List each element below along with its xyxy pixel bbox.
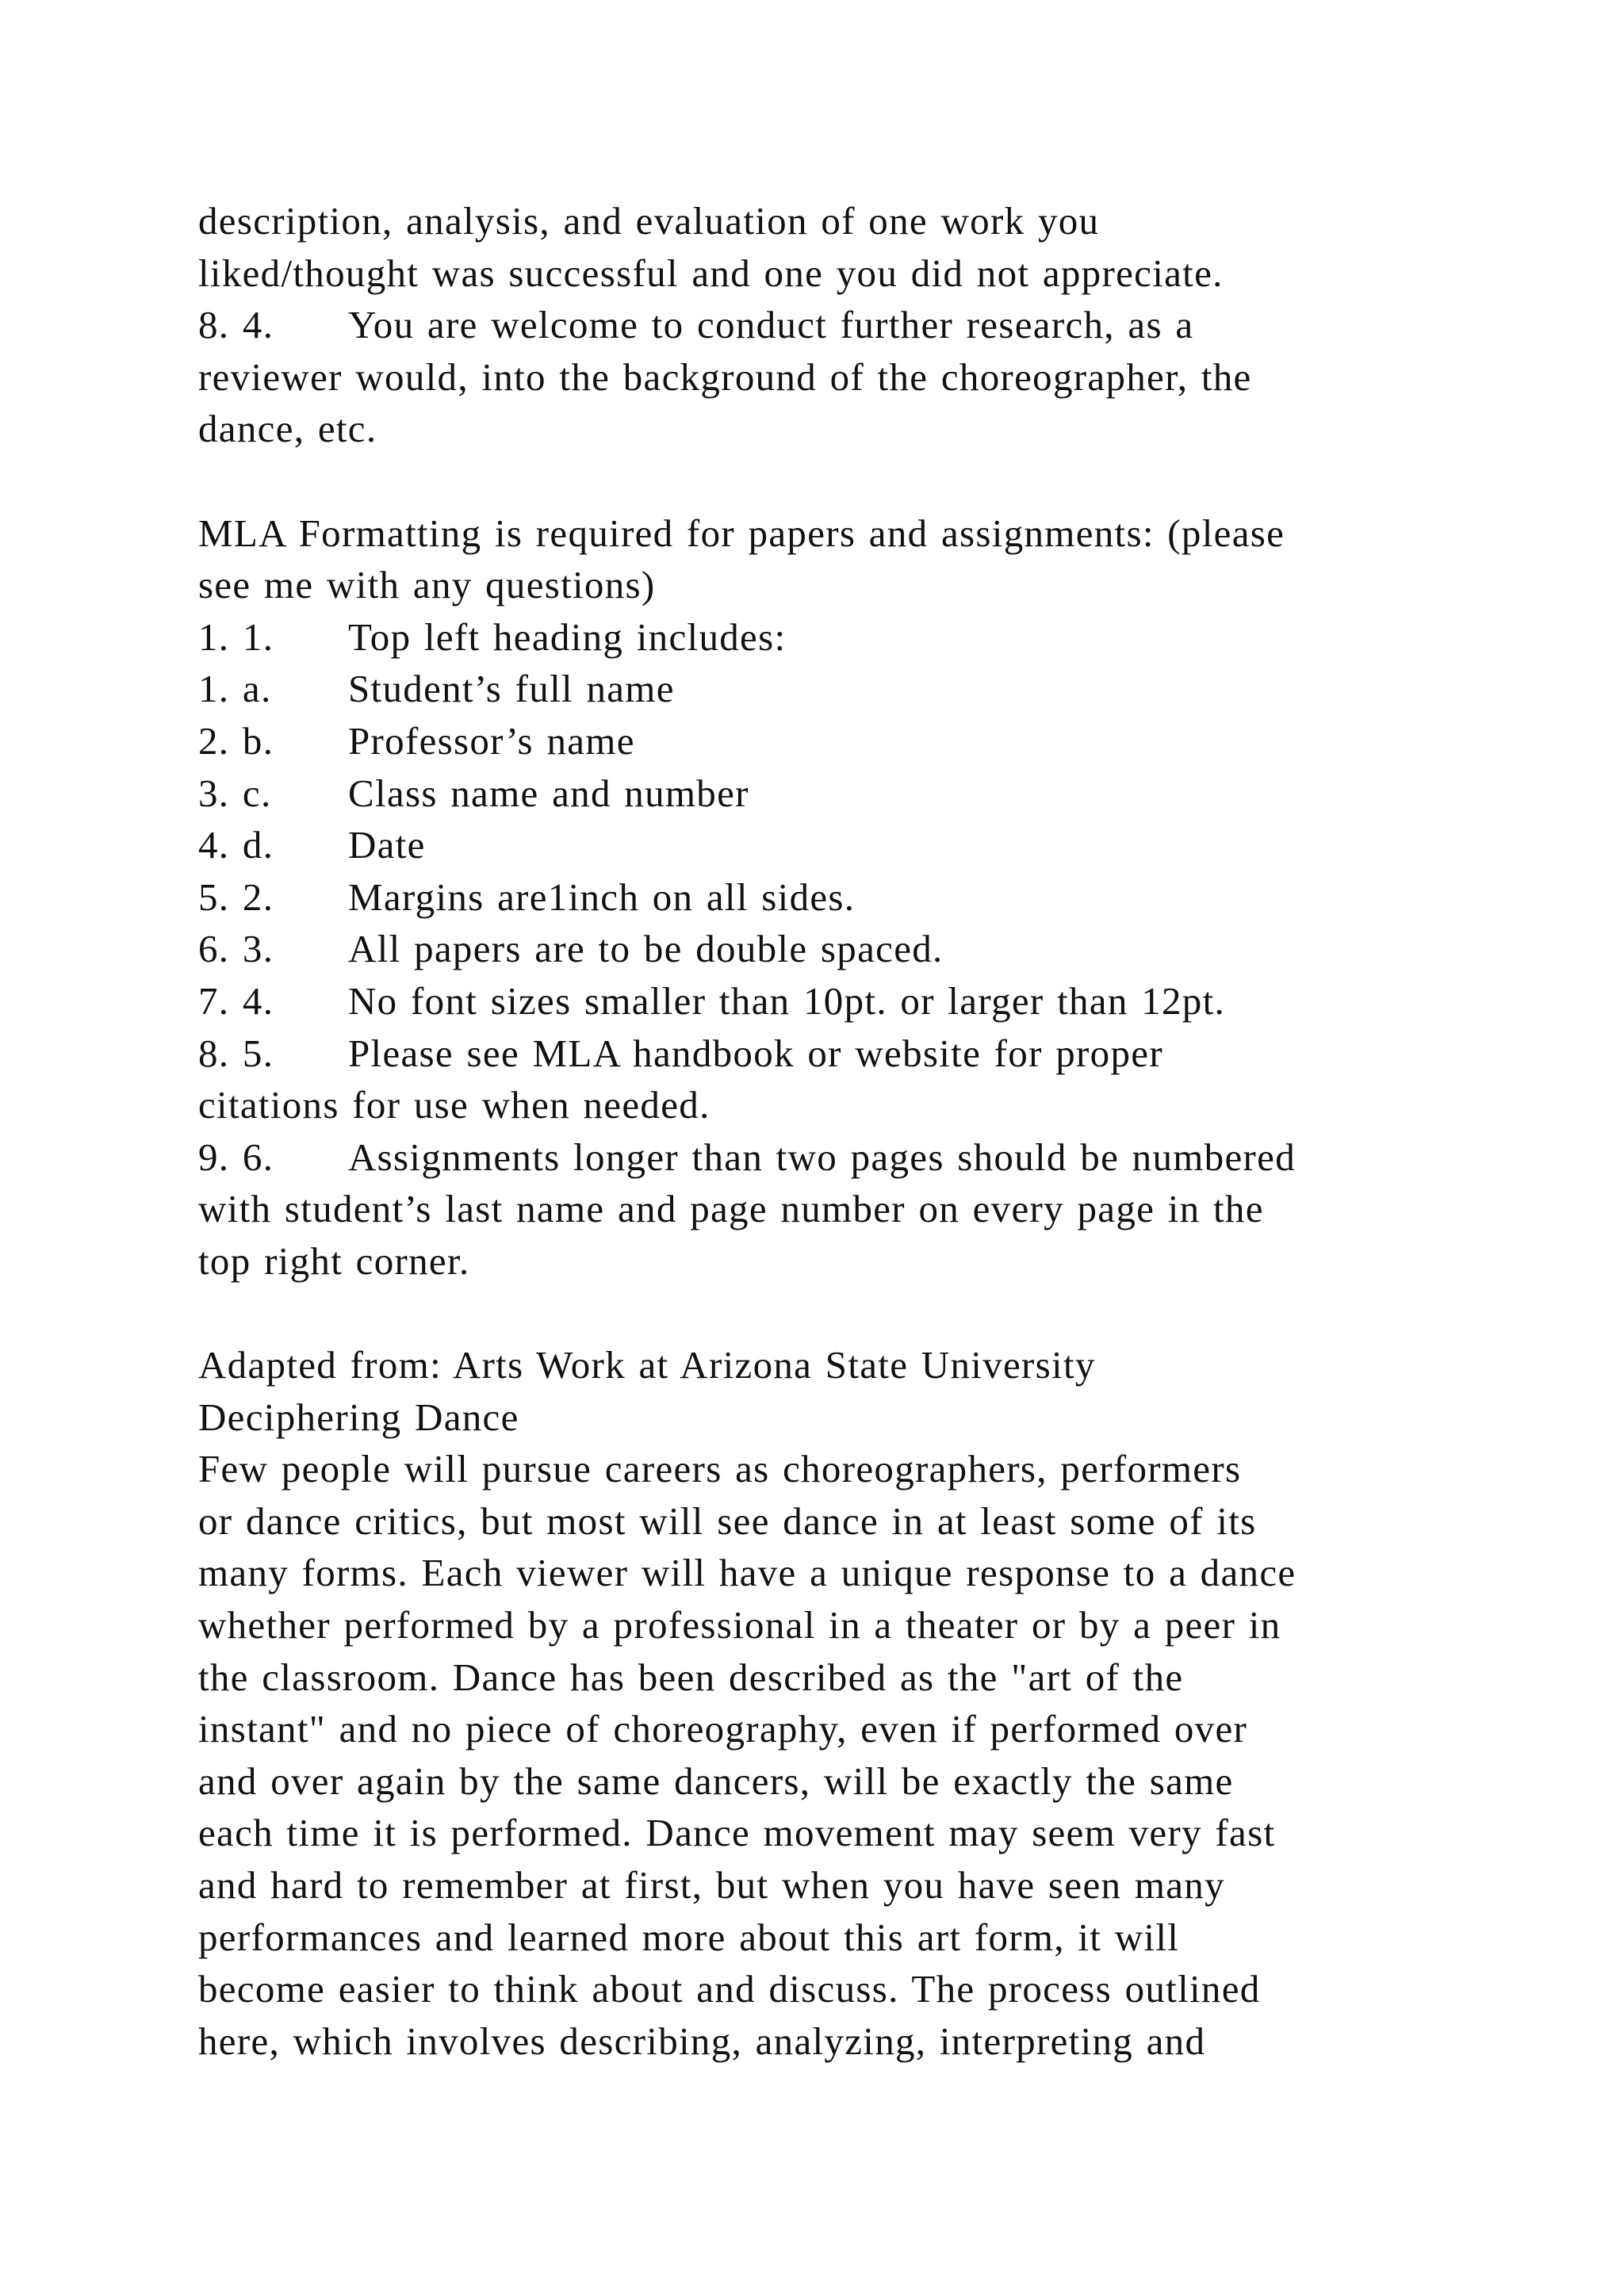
list-item-label: 5. 2. <box>198 874 274 919</box>
list-item-8-4 <box>198 299 1507 351</box>
mla-list-item <box>198 663 1507 715</box>
list-item-text: Top left heading includes: <box>348 614 787 659</box>
body-line: Few people will pursue careers as choreographers, performers <box>198 1447 1242 1491</box>
list-item-text: No font sizes smaller than 10pt. or larger than 12pt. <box>348 978 1226 1023</box>
body-line: and over again by the same dancers, will be exactly the same <box>198 1758 1234 1803</box>
mla-heading-line: MLA Formatting is required for papers and assignments: (please <box>198 511 1285 555</box>
adapted-from-line: Adapted from: Arts Work at Arizona State University <box>198 1343 1096 1387</box>
mla-list-item <box>198 871 1507 924</box>
list-item-text: Professor’s name <box>348 718 635 763</box>
section-title: Deciphering Dance <box>198 1395 519 1439</box>
mla-heading-line: see me with any questions) <box>198 563 656 607</box>
list-item-label: 4. d. <box>198 823 274 867</box>
mla-list-item <box>198 975 1507 1027</box>
body-line: and hard to remember at first, but when you have seen many <box>198 1863 1225 1907</box>
mla-list-item <box>198 611 1507 664</box>
list-item-text: Please see MLA handbook or website for proper <box>348 1031 1163 1075</box>
list-item-text: Student’s full name <box>348 667 675 711</box>
list-item-label: 8. 4. <box>198 303 274 347</box>
list-item-label: 9. 6. <box>198 1135 274 1179</box>
list-item-text: Date <box>348 823 426 867</box>
mla-list-item <box>198 923 1507 975</box>
list-item-label: 8. 5. <box>198 1031 274 1075</box>
body-line: here, which involves describing, analyzing, interpreting and <box>198 2019 1206 2063</box>
mla-list-item-continuation: with student’s last name and page number on every page in the <box>198 1187 1264 1231</box>
list-item-label: 1. a. <box>198 667 272 711</box>
paragraph-break <box>198 1287 1507 1339</box>
body-line: performances and learned more about this art form, it will <box>198 1915 1180 1959</box>
body-line: each time it is performed. Dance movement may seem very fast <box>198 1811 1276 1855</box>
paragraph-break <box>198 455 1507 507</box>
mla-list-item-continuation: top right corner. <box>198 1238 470 1283</box>
list-item-text: All papers are to be double spaced. <box>348 927 944 971</box>
list-item-label: 2. b. <box>198 718 274 763</box>
body-line: whether performed by a professional in a theater or by a peer in <box>198 1603 1281 1647</box>
mla-list-item <box>198 1027 1507 1080</box>
list-item-continuation: reviewer would, into the background of the choreographer, the <box>198 354 1252 399</box>
mla-list-item <box>198 1131 1507 1184</box>
list-item-text: Margins are1inch on all sides. <box>348 874 856 919</box>
document-page <box>198 195 1507 2067</box>
body-line: the classroom. Dance has been described as the "art of the <box>198 1655 1184 1699</box>
body-line: instant" and no piece of choreography, even if performed over <box>198 1707 1248 1751</box>
body-line: many forms. Each viewer will have a unique response to a dance <box>198 1551 1297 1595</box>
list-item-label: 7. 4. <box>198 978 274 1023</box>
list-item-text: You are welcome to conduct further research, as a <box>348 303 1194 347</box>
body-line: or dance critics, but most will see dance in at least some of its <box>198 1498 1257 1543</box>
mla-list-item <box>198 767 1507 820</box>
body-line: become easier to think about and discuss. The process outlined <box>198 1967 1261 2011</box>
list-item-text: Assignments longer than two pages should be numbered <box>348 1135 1296 1179</box>
mla-list-item <box>198 819 1507 871</box>
list-item-continuation: dance, etc. <box>198 407 377 451</box>
intro-line: liked/thought was successful and one you did not appreciate. <box>198 251 1224 295</box>
list-item-label: 6. 3. <box>198 927 274 971</box>
list-item-label: 1. 1. <box>198 614 274 659</box>
intro-line: description, analysis, and evaluation of one work you <box>198 199 1100 243</box>
mla-list-item <box>198 715 1507 767</box>
mla-list-item-continuation: citations for use when needed. <box>198 1083 710 1127</box>
list-item-label: 3. c. <box>198 771 272 815</box>
list-item-text: Class name and number <box>348 771 749 815</box>
